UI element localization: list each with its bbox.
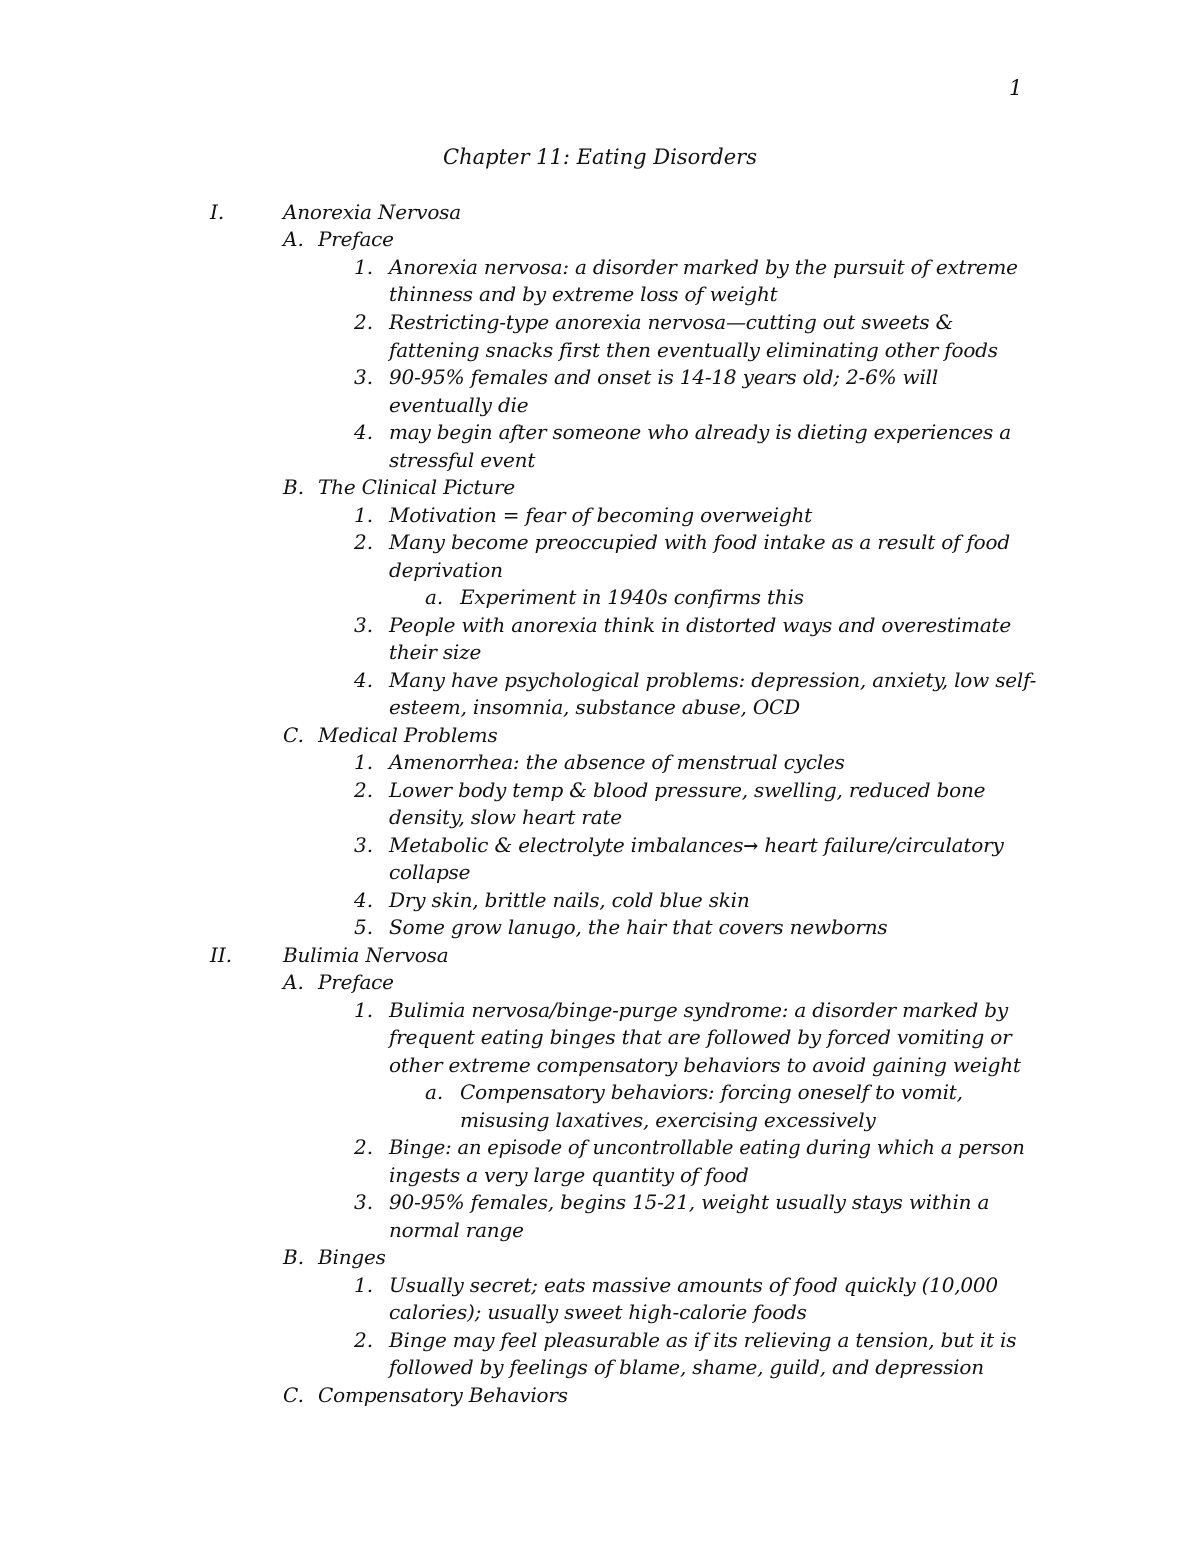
item-text: Restricting-type anorexia nervosa—cutting out sweets & xyxy=(389,310,954,334)
item-marker: 4. xyxy=(354,668,374,692)
item-text: may begin after someone who already is dieting experiences a xyxy=(389,420,1011,444)
item-text: Usually secret; eats massive amounts of food quickly (10,000 xyxy=(389,1273,998,1297)
item-marker: 3. xyxy=(354,365,374,389)
item-marker: 1. xyxy=(354,1273,374,1297)
item-marker: 2. xyxy=(354,530,374,554)
item-text: Many have psychological problems: depression, anxiety, low self- xyxy=(389,668,1037,692)
item-text-continued: eventually die xyxy=(389,393,529,417)
page-number: 1 xyxy=(1009,76,1023,100)
subsection-marker: B. xyxy=(283,1245,305,1269)
subsection-heading: Medical Problems xyxy=(318,723,498,747)
item-text xyxy=(389,832,1004,860)
item-marker: 2. xyxy=(354,310,374,334)
item-text-continued: followed by feelings of blame, shame, guild, and depression xyxy=(389,1355,984,1379)
item-text: Anorexia nervosa: a disorder marked by the pursuit of extreme xyxy=(389,255,1018,279)
item-marker: 2. xyxy=(354,778,374,802)
item-text-continued: other extreme compensatory behaviors to avoid gaining weight xyxy=(389,1053,1021,1077)
item-marker: 1. xyxy=(354,503,374,527)
subsection-heading: Compensatory Behaviors xyxy=(318,1383,568,1407)
item-marker: 5. xyxy=(354,915,374,939)
item-text: Lower body temp & blood pressure, swelling, reduced bone xyxy=(389,778,986,802)
item-marker: 3. xyxy=(354,1190,374,1214)
item-marker: 2. xyxy=(354,1135,374,1159)
item-text: Binge: an episode of uncontrollable eating during which a person xyxy=(389,1136,1025,1159)
item-marker: 1. xyxy=(354,255,374,279)
item-text-continued: collapse xyxy=(389,860,471,884)
item-text-continued: density, slow heart rate xyxy=(389,805,622,829)
subsection-marker: A. xyxy=(283,970,304,994)
item-marker: 2. xyxy=(354,1328,374,1352)
section-heading: Anorexia Nervosa xyxy=(283,200,461,224)
subitem-marker: a. xyxy=(425,585,444,609)
subsection-marker: B. xyxy=(283,475,305,499)
subsection-marker: C. xyxy=(283,723,304,747)
item-text: Motivation = fear of becoming overweight xyxy=(389,503,812,527)
item-text: Some grow lanugo, the hair that covers newborns xyxy=(389,915,888,939)
item-text-continued: normal range xyxy=(389,1218,524,1242)
item-marker: 4. xyxy=(354,420,374,444)
right-arrow-icon: → xyxy=(743,836,759,857)
item-text-continued: their size xyxy=(389,640,482,664)
item-text: Binge may feel pleasurable as if its relieving a tension, but it is xyxy=(389,1328,1017,1352)
subitem-marker: a. xyxy=(425,1080,444,1104)
subsection-marker: A. xyxy=(283,227,304,251)
item-marker: 3. xyxy=(354,613,374,637)
item-marker: 4. xyxy=(354,888,374,912)
item-text: 90-95% females and onset is 14-18 years old; 2-6% will xyxy=(389,365,939,389)
item-marker: 3. xyxy=(354,833,374,857)
item-text: Dry skin, brittle nails, cold blue skin xyxy=(389,888,750,912)
item-text-part: Metabolic & electrolyte imbalances xyxy=(389,833,744,857)
subitem-text: Experiment in 1940s confirms this xyxy=(460,585,804,609)
item-text-continued: fattening snacks first then eventually eliminating other foods xyxy=(389,338,998,362)
item-text: People with anorexia think in distorted ways and overestimate xyxy=(389,613,1012,637)
section-marker: II. xyxy=(210,943,233,967)
item-text: 90-95% females, begins 15-21, weight usually stays within a xyxy=(389,1190,990,1214)
item-text-continued: frequent eating binges that are followed by forced vomiting or xyxy=(389,1025,1012,1049)
subitem-text: Compensatory behaviors: forcing oneself to vomit, xyxy=(460,1080,963,1104)
item-text: Many become preoccupied with food intake as a result of food xyxy=(389,530,1010,554)
item-text-part: heart failure/circulatory xyxy=(758,833,1004,857)
subsection-marker: C. xyxy=(283,1383,304,1407)
item-marker: 1. xyxy=(354,998,374,1022)
item-text-continued: thinness and by extreme loss of weight xyxy=(389,282,778,306)
document-title: Chapter 11: Eating Disorders xyxy=(443,145,757,169)
subsection-heading: Preface xyxy=(318,227,394,251)
item-text: Amenorrhea: the absence of menstrual cycles xyxy=(389,750,845,774)
item-text-continued: ingests a very large quantity of food xyxy=(389,1163,749,1187)
section-marker: I. xyxy=(210,200,225,224)
item-text-continued: calories); usually sweet high-calorie foods xyxy=(389,1300,807,1324)
subsection-heading: Preface xyxy=(318,970,394,994)
subsection-heading: The Clinical Picture xyxy=(318,475,516,499)
item-text-continued: stressful event xyxy=(389,448,536,472)
item-marker: 1. xyxy=(354,750,374,774)
section-heading: Bulimia Nervosa xyxy=(283,943,449,967)
subitem-text-continued: misusing laxatives, exercising excessively xyxy=(460,1108,876,1132)
item-text-continued: deprivation xyxy=(389,558,503,582)
item-text: Bulimia nervosa/binge-purge syndrome: a disorder marked by xyxy=(389,998,1008,1022)
subsection-heading: Binges xyxy=(318,1245,386,1269)
item-text-continued: esteem, insomnia, substance abuse, OCD xyxy=(389,695,800,719)
